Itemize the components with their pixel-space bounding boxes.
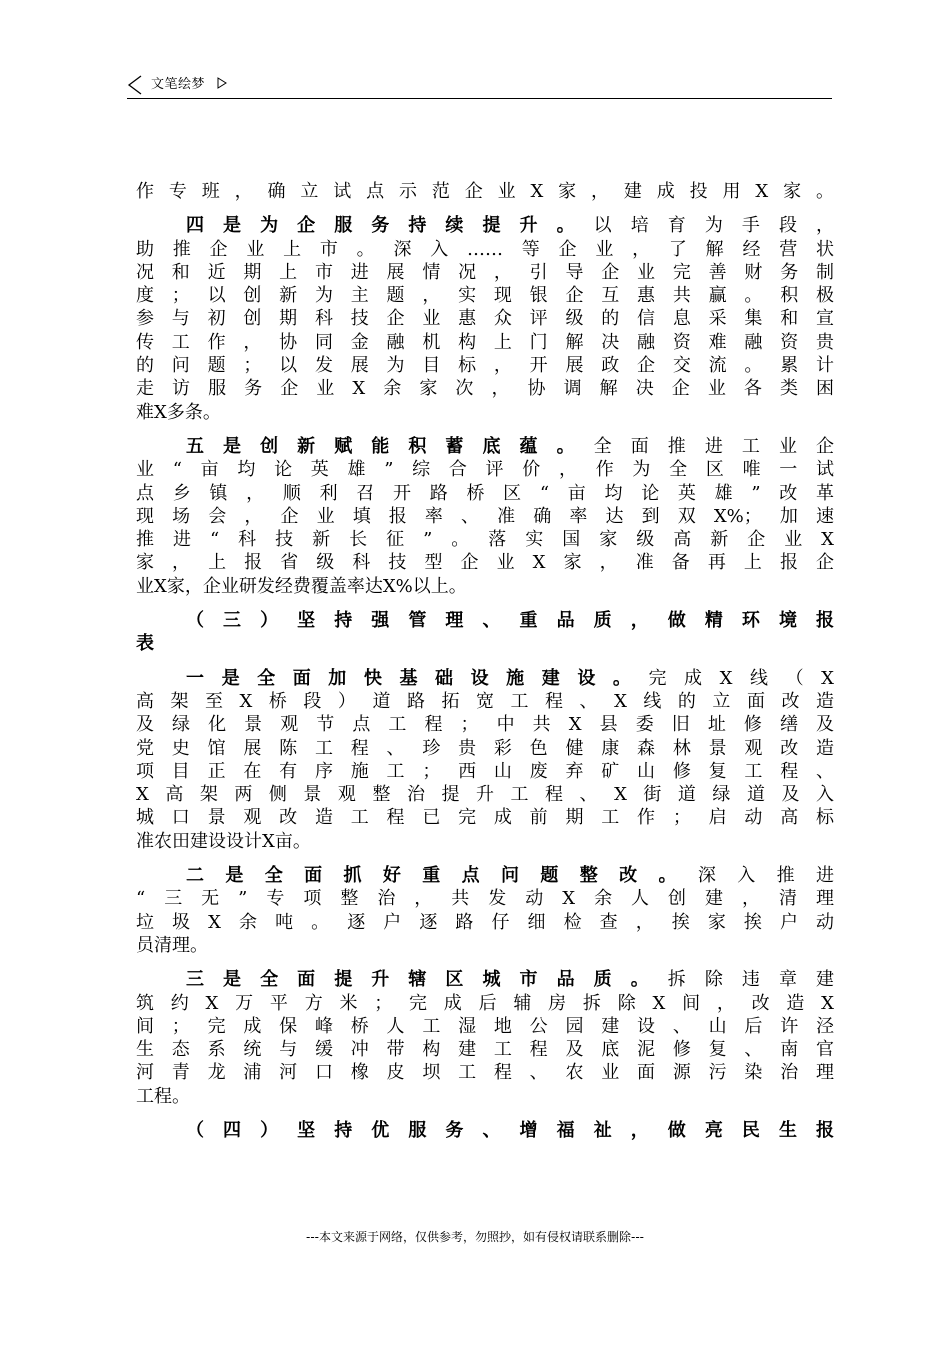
text-line: “三无”专项整治，共发动X余人创建，清理 <box>136 888 834 910</box>
text-line: 工程。 <box>136 1085 190 1107</box>
text-line <box>136 864 834 887</box>
paragraph-lead: 三是全面提升辖区城市品质。 <box>186 969 668 991</box>
paragraph-text: 完成X线（X <box>648 667 834 689</box>
text-line: 党史馆展陈工程、珍贵彩色健康森林景观改造 <box>136 737 834 759</box>
triangle-right-icon <box>217 77 227 89</box>
footer-disclaimer: ---本文来源于网络，仅供参考，勿照抄，如有侵权请联系删除--- <box>306 1230 644 1244</box>
text-line: 参与初创期科技企业惠众评级的信息采集和宣 <box>136 308 834 330</box>
paragraph-lead: 四是为企服务持续提升。 <box>186 215 594 237</box>
paragraph-text: 深入推进 <box>697 865 834 887</box>
text-line: X高架两侧景观整治提升工程、X街道绿道及入 <box>136 784 834 806</box>
text-line: 间；完成保峰桥人工湿地公园建设、山后许泾 <box>136 1015 834 1037</box>
triangle-left-icon <box>127 75 143 95</box>
text-line: 高架至X桥段）道路拓宽工程、X线的立面改造 <box>136 690 834 712</box>
text-line: 度；以创新为主题，实现银企互惠共赢。积极 <box>136 285 834 307</box>
text-line: 难X多条。 <box>136 401 221 423</box>
text-line: 助推企业上市。深入……等企业，了解经营状 <box>136 238 834 260</box>
header-divider <box>127 98 832 99</box>
paragraph-1 <box>136 214 834 424</box>
text-line: 业X家，企业研发经费覆盖率达X%以上。 <box>136 575 467 597</box>
text-line: 垃圾X余吨。逐户逐路仔细检查，挨家挨户动 <box>136 911 834 933</box>
text-line: 业“亩均论英雄”综合评价，作为全区唯一试 <box>136 459 834 481</box>
text-line: 传工作，协同金融机构上门解决融资难融资贵 <box>136 331 834 353</box>
paragraph-4 <box>136 864 834 957</box>
text-line: 及绿化景观节点工程；中共X县委旧址修缮及 <box>136 714 834 736</box>
page-header <box>127 74 832 98</box>
section-heading-4 <box>136 1119 834 1142</box>
paragraph-3 <box>136 667 834 853</box>
text-line: 作专班，确立试点示范企业X家，建成投用X家。 <box>136 181 834 202</box>
text-line <box>136 435 834 458</box>
paragraph-text: 全面推进工业企 <box>593 435 835 457</box>
paragraph-text: 以培育为手段， <box>593 215 835 237</box>
text-line: 现场会，企业填报率、准确率达到双X%；加速 <box>136 505 834 527</box>
document-body <box>136 180 834 1142</box>
paragraph-text: 拆除违章建 <box>667 969 835 991</box>
text-line: 筑约X万平方米；完成后辅房拆除X间，改造X <box>136 992 834 1014</box>
text-line <box>136 667 834 690</box>
header-brand: 文笔绘梦 <box>151 77 206 92</box>
text-line: 走访服务企业X余家次，协调解决企业各类困 <box>136 378 834 400</box>
text-line <box>136 214 834 237</box>
text-line: 况和近期上市进展情况，引导企业完善财务制 <box>136 261 834 283</box>
text-line: 生态系统与缓冲带构建工程及底泥修复、南官 <box>136 1039 834 1061</box>
heading-line: 表 <box>136 633 154 655</box>
text-line: 员清理。 <box>136 934 208 956</box>
paragraph-2 <box>136 435 834 598</box>
text-line: 家，上报省级科技型企业X家，准备再上报企 <box>136 552 834 574</box>
text-line: 点乡镇，顺利召开路桥区“亩均论英雄”改革 <box>136 482 834 504</box>
text-line: 河青龙浦河口橡皮坝工程、农业面源污染治理 <box>136 1062 834 1084</box>
paragraph-lead: 五是创新赋能积蓄底蕴。 <box>186 435 594 457</box>
paragraph-0 <box>136 180 834 203</box>
heading-line: （四）坚持优服务、增福祉，做亮民生报 <box>186 1119 834 1141</box>
paragraph-lead: 二是全面抓好重点问题整改。 <box>186 865 698 887</box>
text-line <box>136 968 834 991</box>
text-line: 项目正在有序施工；西山废弃矿山修复工程、 <box>136 760 834 782</box>
section-heading-3 <box>136 609 834 656</box>
text-line: 推进“科技新长征”。落实国家级高新企业X <box>136 529 834 551</box>
paragraph-lead: 一是全面加快基础设施建设。 <box>186 667 649 689</box>
text-line: 城口景观改造工程已完成前期工作；启动高标 <box>136 807 834 829</box>
text-line: 准农田建设设计X亩。 <box>136 830 311 852</box>
heading-line: （三）坚持强管理、重品质，做精环境报 <box>186 610 834 632</box>
paragraph-5 <box>136 968 834 1108</box>
text-line: 的问题；以发展为目标，开展政企交流。累计 <box>136 355 834 377</box>
